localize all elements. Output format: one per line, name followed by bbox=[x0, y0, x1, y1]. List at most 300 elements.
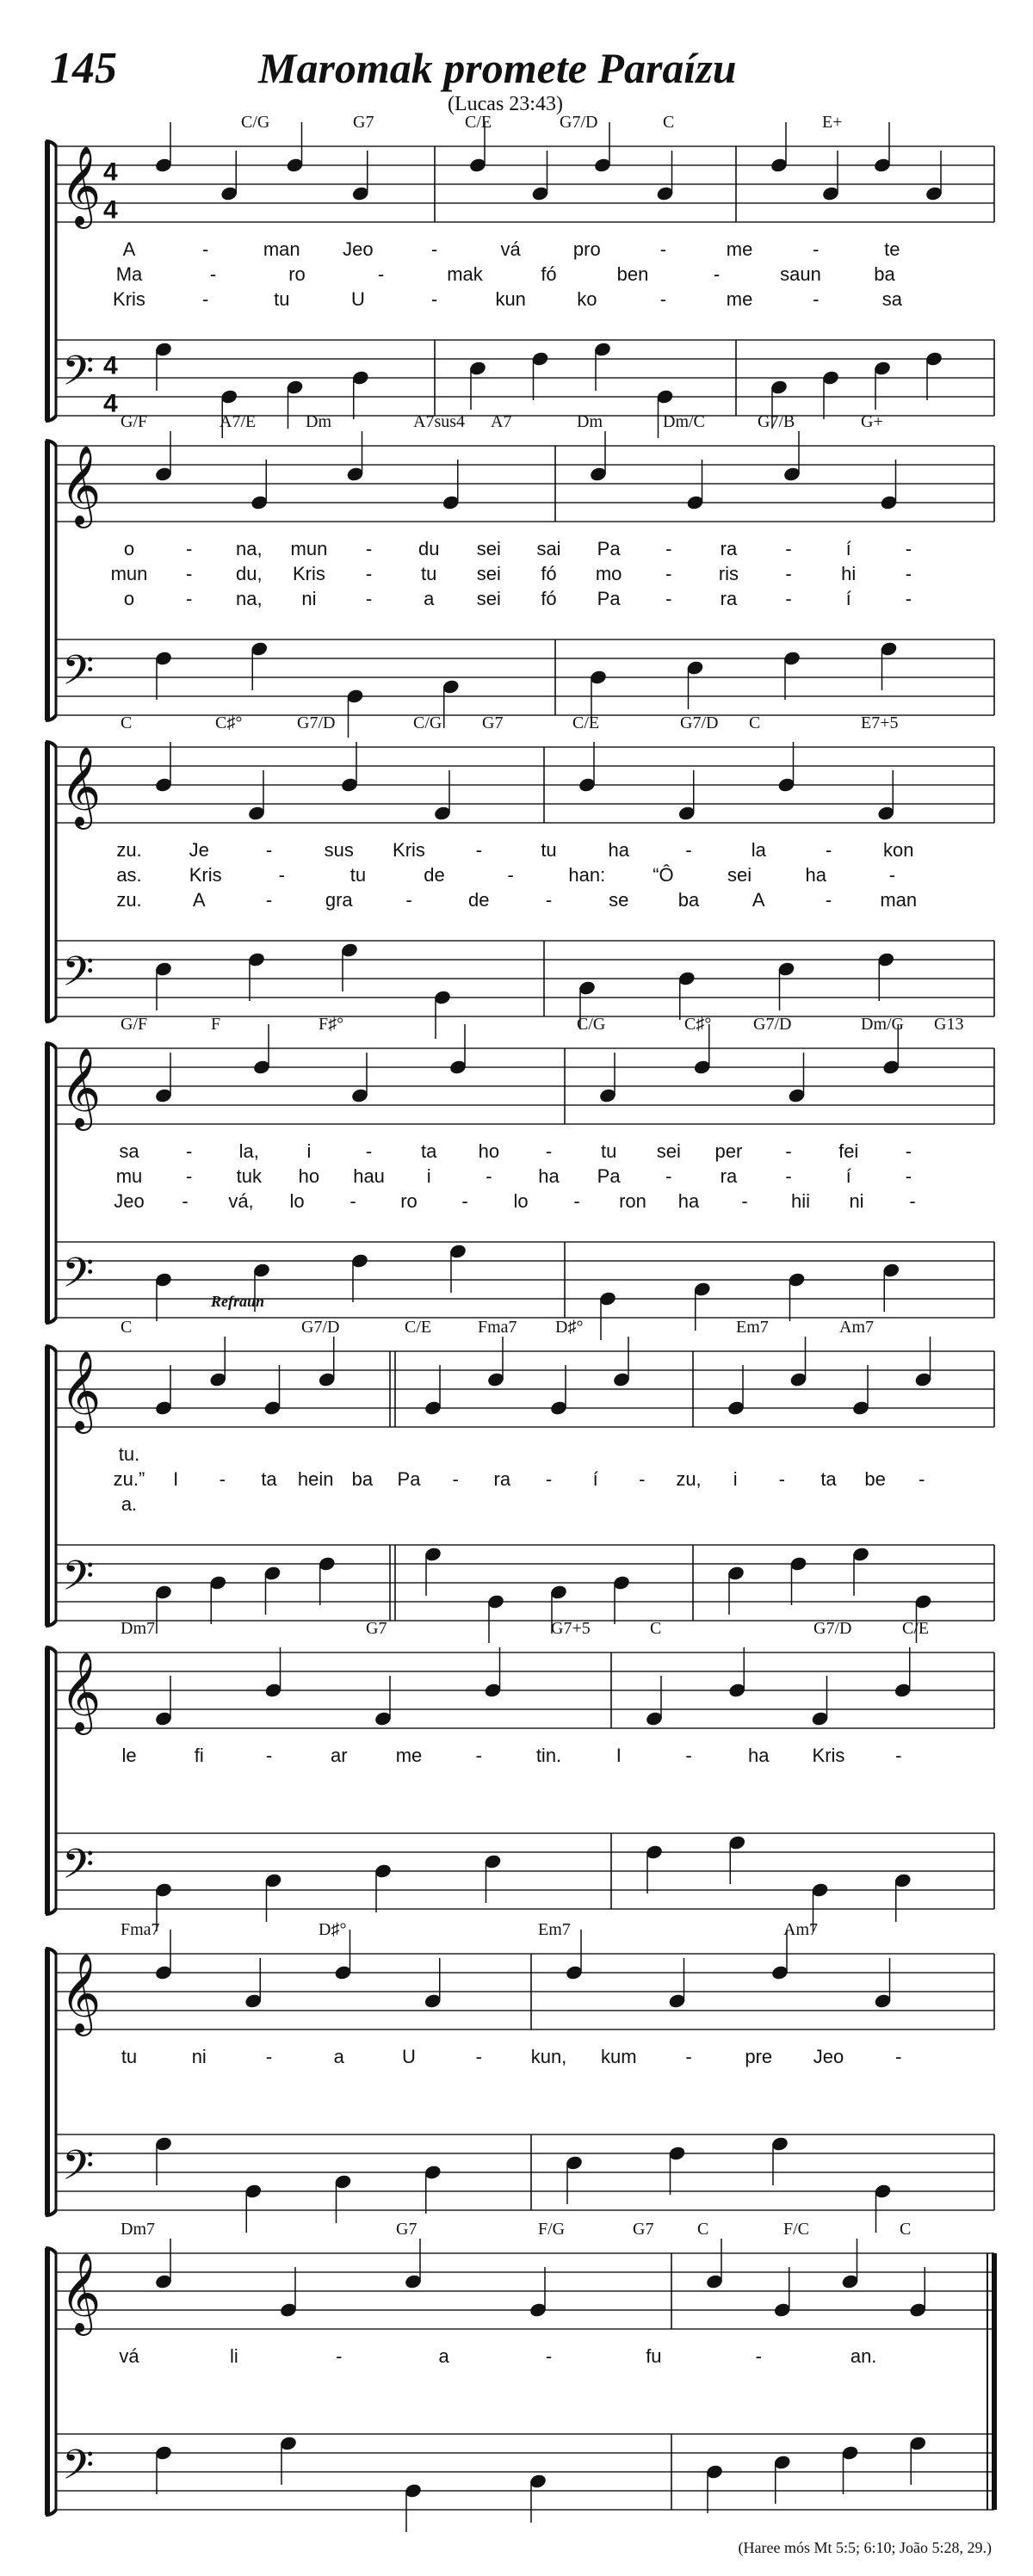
lyric-syllable: í bbox=[592, 1468, 598, 1490]
lyric-syllable: tu bbox=[600, 1140, 617, 1162]
lyric-syllable: Je bbox=[189, 839, 209, 861]
lyric-syllable: han: bbox=[568, 864, 606, 886]
chord-symbol: Dm/C bbox=[663, 412, 705, 431]
chord-symbol: C bbox=[121, 713, 133, 732]
lyric-syllable: pre bbox=[745, 2046, 773, 2067]
lyric-syllable: tu bbox=[421, 563, 437, 584]
lyric-hyphen: - bbox=[785, 563, 792, 584]
chord-symbol: C/G bbox=[413, 713, 442, 732]
lyric-hyphen: - bbox=[545, 2345, 553, 2367]
lyric-syllable: hi bbox=[841, 563, 857, 584]
lyric-syllable: fei bbox=[838, 1140, 859, 1162]
lyric-syllable: A bbox=[192, 889, 206, 911]
lyric-syllable: fi bbox=[194, 1745, 204, 1766]
treble-clef-icon: 𝄞 bbox=[60, 444, 102, 525]
chord-symbol: G7 bbox=[353, 113, 374, 132]
lyric-hyphen: - bbox=[365, 563, 373, 584]
song-number: 145 bbox=[50, 44, 117, 93]
chord-symbol: C♯° bbox=[684, 1015, 712, 1034]
lyric-syllable: í bbox=[845, 1165, 851, 1187]
lyric-syllable: Kris bbox=[292, 563, 325, 584]
lyric-syllable: hii bbox=[790, 1190, 811, 1212]
lyric-hyphen: - bbox=[377, 263, 385, 285]
lyric-syllable: mu bbox=[115, 1165, 143, 1187]
lyric-syllable: tu bbox=[274, 288, 290, 310]
lyric-syllable: ha bbox=[677, 1190, 700, 1212]
lyric-syllable: hau bbox=[353, 1165, 385, 1187]
lyric-syllable: Kris bbox=[113, 288, 145, 310]
lyric-syllable: i bbox=[306, 1140, 312, 1162]
lyric-syllable: ta bbox=[820, 1468, 837, 1490]
chord-symbol: Fma7 bbox=[121, 1920, 160, 1939]
treble-staff bbox=[56, 2253, 994, 2329]
lyric-syllable: zu.” bbox=[113, 1468, 145, 1490]
chord-symbol: E7+5 bbox=[861, 713, 899, 732]
lyric-syllable: ni bbox=[849, 1190, 864, 1212]
lyric-syllable: fó bbox=[541, 588, 557, 609]
lyric-syllable: Pa bbox=[597, 588, 621, 609]
lyric-syllable: tin. bbox=[535, 1745, 562, 1766]
lyric-syllable: du, bbox=[235, 563, 263, 584]
lyric-syllable: an. bbox=[850, 2345, 877, 2367]
bass-staff bbox=[56, 1833, 994, 1909]
treble-clef-icon: 𝄞 bbox=[60, 145, 102, 225]
lyric-syllable: me bbox=[726, 238, 753, 260]
treble-staff bbox=[56, 146, 994, 222]
lyric-syllable: gra bbox=[325, 889, 353, 911]
lyric-syllable: í bbox=[845, 538, 851, 559]
lyric-syllable: Kris bbox=[812, 1745, 845, 1766]
lyric-syllable: be bbox=[864, 1468, 886, 1490]
lyric-hyphen: - bbox=[895, 1745, 902, 1766]
lyric-syllable: mun bbox=[110, 563, 148, 584]
treble-clef-icon: 𝄞 bbox=[60, 1350, 102, 1430]
time-sig-denominator: 4 bbox=[103, 389, 118, 418]
lyric-syllable: sei bbox=[727, 864, 752, 886]
chord-symbol: Am7 bbox=[783, 1920, 818, 1939]
lyric-hyphen: - bbox=[905, 563, 912, 584]
lyric-syllable: ha bbox=[748, 1745, 770, 1766]
lyric-syllable: tu. bbox=[118, 1443, 140, 1465]
bass-clef-icon: 𝄢 bbox=[62, 2140, 95, 2200]
lyric-syllable: kum bbox=[600, 2046, 637, 2067]
scripture-reference: (Lucas 23:43) bbox=[448, 93, 563, 115]
lyric-hyphen: - bbox=[905, 1165, 912, 1187]
lyric-syllable: fu bbox=[646, 2345, 662, 2367]
chord-symbol: G7/D bbox=[297, 713, 336, 732]
lyric-syllable: o bbox=[123, 538, 135, 559]
bass-staff bbox=[56, 340, 994, 416]
lyric-syllable: ta bbox=[261, 1468, 277, 1490]
lyric-syllable: man bbox=[880, 889, 918, 911]
lyric-syllable: ben bbox=[616, 263, 649, 285]
song-title: Maromak promete Paraízu bbox=[258, 44, 737, 92]
lyric-hyphen: - bbox=[665, 538, 672, 559]
lyric-hyphen: - bbox=[278, 864, 285, 886]
lyric-hyphen: - bbox=[201, 238, 209, 260]
lyric-syllable: hein bbox=[297, 1468, 334, 1490]
lyric-syllable: zu. bbox=[116, 839, 142, 861]
treble-staff bbox=[56, 1652, 994, 1728]
lyric-syllable: sei bbox=[476, 588, 501, 609]
lyric-syllable: tu bbox=[541, 839, 557, 861]
lyric-hyphen: - bbox=[349, 1190, 356, 1212]
lyric-syllable: se bbox=[609, 889, 629, 911]
lyric-syllable: pro bbox=[572, 238, 601, 260]
lyric-hyphen: - bbox=[430, 238, 438, 260]
lyric-syllable: Jeo bbox=[343, 238, 374, 260]
chord-symbol: Em7 bbox=[538, 1920, 571, 1939]
lyric-syllable: a. bbox=[121, 1493, 138, 1515]
treble-clef-icon: 𝄞 bbox=[60, 745, 102, 826]
chord-symbol: D♯° bbox=[319, 1920, 347, 1939]
lyric-syllable: ron bbox=[619, 1190, 646, 1212]
lyric-syllable: zu, bbox=[676, 1468, 702, 1490]
lyric-syllable: Pa bbox=[597, 538, 621, 559]
bass-clef-icon: 𝄢 bbox=[62, 1248, 95, 1307]
lyric-syllable: de bbox=[424, 864, 445, 886]
chord-symbol: G13 bbox=[934, 1015, 964, 1034]
lyric-syllable: Ma bbox=[115, 263, 143, 285]
lyric-hyphen: - bbox=[219, 1468, 226, 1490]
lyric-syllable: ha bbox=[608, 839, 629, 861]
lyric-hyphen: - bbox=[639, 1468, 646, 1490]
lyric-hyphen: - bbox=[813, 288, 820, 310]
lyric-syllable: ba bbox=[874, 263, 895, 285]
lyric-syllable: te bbox=[884, 238, 900, 260]
treble-staff bbox=[56, 446, 994, 522]
lyric-hyphen: - bbox=[475, 2046, 482, 2067]
lyric-syllable: I bbox=[615, 1745, 622, 1766]
lyric-syllable: fó bbox=[541, 563, 557, 584]
lyric-syllable: Pa bbox=[597, 1165, 621, 1187]
lyric-hyphen: - bbox=[895, 2046, 902, 2067]
lyric-syllable: kun, bbox=[530, 2046, 567, 2067]
chord-symbol: G7/B bbox=[758, 412, 795, 431]
lyric-syllable: tu bbox=[121, 2046, 138, 2067]
lyric-hyphen: - bbox=[365, 1140, 373, 1162]
lyric-syllable: ho bbox=[478, 1140, 500, 1162]
chord-symbol: G/F bbox=[121, 1015, 148, 1034]
lyric-syllable: ar bbox=[330, 1745, 348, 1766]
chord-symbol: C/E bbox=[902, 1619, 930, 1638]
chord-symbol: C bbox=[900, 2220, 912, 2239]
chord-symbol: G7/D bbox=[560, 113, 598, 132]
lyric-hyphen: - bbox=[685, 839, 692, 861]
chord-symbol: C bbox=[749, 713, 761, 732]
lyric-syllable: ra bbox=[720, 588, 738, 609]
lyric-hyphen: - bbox=[905, 538, 912, 559]
lyric-syllable: o bbox=[123, 588, 135, 609]
lyric-syllable: ra bbox=[493, 1468, 511, 1490]
lyric-syllable: mun bbox=[290, 538, 328, 559]
lyric-syllable: ba bbox=[677, 889, 700, 911]
chord-symbol: G7/D bbox=[680, 713, 719, 732]
bass-staff bbox=[56, 639, 994, 715]
lyric-syllable: ni bbox=[191, 2046, 207, 2067]
lyric-syllable: saun bbox=[780, 263, 821, 285]
lyric-syllable: sei bbox=[476, 563, 501, 584]
lyric-syllable: “Ô bbox=[653, 864, 674, 886]
lyric-hyphen: - bbox=[659, 238, 667, 260]
chord-symbol: F/G bbox=[538, 2220, 566, 2239]
lyric-hyphen: - bbox=[475, 1745, 482, 1766]
lyric-syllable: du bbox=[418, 538, 440, 559]
lyric-hyphen: - bbox=[185, 1140, 193, 1162]
chord-symbol: G+ bbox=[861, 412, 883, 431]
lyric-syllable: Kris bbox=[189, 864, 222, 886]
lyric-hyphen: - bbox=[685, 1745, 692, 1766]
lyric-hyphen: - bbox=[336, 2345, 343, 2367]
chord-symbol: A7sus4 bbox=[413, 412, 466, 431]
chord-symbol: C bbox=[697, 2220, 709, 2239]
lyric-syllable: le bbox=[121, 1745, 137, 1766]
bass-clef-icon: 𝄢 bbox=[62, 1839, 95, 1899]
lyric-syllable: A bbox=[752, 889, 765, 911]
time-sig-numerator: 4 bbox=[103, 351, 118, 380]
chord-symbol: C/G bbox=[577, 1015, 606, 1034]
lyric-hyphen: - bbox=[430, 288, 438, 310]
bass-clef-icon: 𝄢 bbox=[62, 646, 95, 705]
footer-references: (Haree mós Mt 5:5; 6:10; João 5:28, 29.) bbox=[738, 2539, 992, 2556]
chord-symbol: Fma7 bbox=[478, 1318, 517, 1337]
lyric-syllable: ni bbox=[301, 588, 317, 609]
lyric-syllable: Jeo bbox=[114, 1190, 145, 1212]
chord-symbol: G7/D bbox=[813, 1619, 852, 1638]
lyric-syllable: a bbox=[424, 588, 435, 609]
lyric-syllable: ra bbox=[720, 538, 738, 559]
chord-symbol: Dm/G bbox=[861, 1015, 904, 1034]
lyric-hyphen: - bbox=[659, 288, 667, 310]
chord-symbol: C/G bbox=[241, 113, 270, 132]
treble-staff bbox=[56, 1954, 994, 2029]
treble-clef-icon: 𝄞 bbox=[60, 2252, 102, 2332]
lyric-hyphen: - bbox=[265, 889, 273, 911]
bass-clef-icon: 𝄢 bbox=[62, 947, 95, 1006]
lyric-syllable: U bbox=[402, 2046, 416, 2067]
lyric-hyphen: - bbox=[665, 588, 672, 609]
lyric-syllable: na, bbox=[235, 538, 263, 559]
lyric-hyphen: - bbox=[665, 1165, 672, 1187]
lyric-syllable: lo bbox=[513, 1190, 529, 1212]
chord-symbol: C/E bbox=[572, 713, 600, 732]
bass-clef-icon: 𝄢 bbox=[62, 1551, 95, 1610]
time-sig-denominator: 4 bbox=[103, 195, 118, 225]
lyric-hyphen: - bbox=[545, 1140, 553, 1162]
lyric-syllable: U bbox=[350, 288, 365, 310]
treble-staff bbox=[56, 1048, 994, 1124]
bass-staff bbox=[56, 2134, 994, 2210]
chord-symbol: G7 bbox=[482, 713, 504, 732]
lyric-syllable: I bbox=[173, 1468, 179, 1490]
lyric-syllable: sai bbox=[536, 538, 561, 559]
lyric-hyphen: - bbox=[905, 1140, 912, 1162]
lyric-syllable: í bbox=[845, 588, 851, 609]
lyric-hyphen: - bbox=[919, 1468, 925, 1490]
lyric-syllable: ro bbox=[400, 1190, 418, 1212]
lyric-syllable: ris bbox=[718, 563, 739, 584]
treble-clef-icon: 𝄞 bbox=[60, 1651, 102, 1732]
lyric-syllable: ho bbox=[298, 1165, 320, 1187]
lyric-hyphen: - bbox=[713, 263, 721, 285]
chord-symbol: Am7 bbox=[839, 1318, 874, 1337]
lyric-hyphen: - bbox=[507, 864, 514, 886]
lyric-hyphen: - bbox=[452, 1468, 459, 1490]
treble-staff bbox=[56, 747, 994, 823]
lyric-hyphen: - bbox=[545, 1468, 553, 1490]
lyric-syllable: a bbox=[438, 2345, 449, 2367]
lyric-syllable: mo bbox=[595, 563, 622, 584]
treble-clef-icon: 𝄞 bbox=[60, 1047, 102, 1127]
lyric-hyphen: - bbox=[182, 1190, 189, 1212]
lyric-hyphen: - bbox=[365, 538, 373, 559]
chord-symbol: F bbox=[211, 1015, 221, 1034]
chord-symbol: G7 bbox=[633, 2220, 654, 2239]
lyric-syllable: a bbox=[333, 2046, 344, 2067]
lyric-hyphen: - bbox=[825, 889, 832, 911]
lyric-syllable: ra bbox=[720, 1165, 738, 1187]
lyric-hyphen: - bbox=[486, 1165, 492, 1187]
lyric-hyphen: - bbox=[265, 2046, 273, 2067]
chord-symbol: G7/D bbox=[753, 1015, 792, 1034]
lyric-syllable: kon bbox=[883, 839, 914, 861]
lyric-hyphen: - bbox=[813, 238, 820, 260]
chord-symbol: A7/E bbox=[220, 412, 257, 431]
chord-symbol: C bbox=[650, 1619, 662, 1638]
lyric-syllable: man bbox=[263, 238, 300, 260]
lyric-hyphen: - bbox=[265, 1745, 273, 1766]
treble-staff bbox=[56, 1351, 994, 1427]
chord-symbol: F♯° bbox=[319, 1015, 344, 1034]
refrain-label: Refraun bbox=[211, 1293, 265, 1310]
lyric-syllable: Kris bbox=[393, 839, 425, 861]
lyric-syllable: kun bbox=[495, 288, 526, 310]
lyric-syllable: per bbox=[714, 1140, 743, 1162]
lyric-syllable: na, bbox=[235, 588, 263, 609]
time-sig-numerator: 4 bbox=[103, 158, 118, 187]
lyric-hyphen: - bbox=[909, 1190, 916, 1212]
lyric-syllable: de bbox=[468, 889, 490, 911]
chord-symbol: A7 bbox=[491, 412, 512, 431]
bass-clef-icon: 𝄢 bbox=[62, 2440, 95, 2499]
lyric-syllable: ba bbox=[351, 1468, 374, 1490]
lyric-syllable: Pa bbox=[397, 1468, 421, 1490]
lyric-syllable: ro bbox=[288, 263, 306, 285]
lyric-syllable: ta bbox=[421, 1140, 437, 1162]
chord-symbol: G7+5 bbox=[551, 1619, 591, 1638]
lyric-syllable: i bbox=[426, 1165, 431, 1187]
lyric-hyphen: - bbox=[365, 588, 373, 609]
bass-staff bbox=[56, 941, 994, 1016]
lyric-hyphen: - bbox=[741, 1190, 748, 1212]
chord-symbol: G7/D bbox=[301, 1318, 340, 1337]
lyric-syllable: A bbox=[122, 238, 136, 260]
bass-staff bbox=[56, 2434, 994, 2510]
lyric-syllable: tuk bbox=[236, 1165, 262, 1187]
bass-staff bbox=[56, 1242, 994, 1318]
lyric-hyphen: - bbox=[185, 1165, 193, 1187]
chord-symbol: Dm7 bbox=[121, 1619, 155, 1638]
lyric-syllable: Jeo bbox=[813, 2046, 844, 2067]
lyric-syllable: me bbox=[395, 1745, 423, 1766]
lyric-hyphen: - bbox=[888, 864, 896, 886]
lyric-hyphen: - bbox=[665, 563, 672, 584]
lyric-syllable: mak bbox=[447, 263, 483, 285]
lyric-syllable: fó bbox=[541, 263, 557, 285]
lyric-hyphen: - bbox=[209, 263, 217, 285]
lyric-syllable: li bbox=[229, 2345, 238, 2367]
chord-symbol: D♯° bbox=[555, 1318, 584, 1337]
chord-symbol: G/F bbox=[121, 412, 148, 431]
lyric-hyphen: - bbox=[545, 889, 553, 911]
lyric-hyphen: - bbox=[755, 2345, 762, 2367]
lyric-syllable: sus bbox=[324, 839, 354, 861]
lyric-syllable: i bbox=[733, 1468, 738, 1490]
lyric-hyphen: - bbox=[475, 839, 482, 861]
lyric-hyphen: - bbox=[185, 563, 193, 584]
lyric-hyphen: - bbox=[785, 588, 792, 609]
lyric-syllable: la bbox=[751, 839, 766, 861]
lyric-hyphen: - bbox=[201, 288, 209, 310]
lyric-syllable: lo bbox=[289, 1190, 305, 1212]
chord-symbol: C/E bbox=[405, 1318, 432, 1337]
lyric-hyphen: - bbox=[573, 1190, 580, 1212]
chord-symbol: C♯° bbox=[215, 713, 243, 732]
lyric-syllable: ko bbox=[577, 288, 597, 310]
lyric-syllable: zu. bbox=[116, 889, 142, 911]
chord-symbol: C bbox=[121, 1318, 133, 1337]
chord-symbol: C bbox=[663, 113, 675, 132]
lyric-syllable: tu bbox=[349, 864, 367, 886]
lyric-syllable: sei bbox=[476, 538, 501, 559]
chord-symbol: Dm bbox=[306, 412, 331, 431]
chord-symbol: G7 bbox=[396, 2220, 418, 2239]
lyric-syllable: vá, bbox=[228, 1190, 254, 1212]
lyric-syllable: vá bbox=[119, 2345, 139, 2367]
chord-symbol: E+ bbox=[822, 113, 843, 132]
lyric-hyphen: - bbox=[405, 889, 412, 911]
lyric-hyphen: - bbox=[185, 538, 193, 559]
lyric-hyphen: - bbox=[785, 1165, 792, 1187]
chord-symbol: C/E bbox=[465, 113, 492, 132]
lyric-hyphen: - bbox=[785, 538, 792, 559]
lyric-hyphen: - bbox=[825, 839, 832, 861]
chord-symbol: Dm7 bbox=[121, 2220, 155, 2239]
chord-symbol: Em7 bbox=[736, 1318, 769, 1337]
lyric-syllable: ha bbox=[805, 864, 826, 886]
bass-clef-icon: 𝄢 bbox=[62, 346, 95, 405]
chord-symbol: G7 bbox=[366, 1619, 387, 1638]
lyric-syllable: la, bbox=[238, 1140, 259, 1162]
chord-symbol: F/C bbox=[783, 2220, 810, 2239]
chord-symbol: Dm bbox=[577, 412, 603, 431]
lyric-syllable: sei bbox=[656, 1140, 681, 1162]
lyric-hyphen: - bbox=[185, 588, 193, 609]
lyric-hyphen: - bbox=[778, 1468, 785, 1490]
lyric-hyphen: - bbox=[785, 1140, 792, 1162]
lyric-hyphen: - bbox=[461, 1190, 468, 1212]
lyric-hyphen: - bbox=[265, 839, 273, 861]
lyric-syllable: me bbox=[726, 288, 753, 310]
lyric-hyphen: - bbox=[685, 2046, 692, 2067]
lyric-hyphen: - bbox=[905, 588, 912, 609]
lyric-syllable: sa bbox=[119, 1140, 139, 1162]
treble-clef-icon: 𝄞 bbox=[60, 1952, 102, 2033]
lyric-syllable: as. bbox=[116, 864, 142, 886]
lyric-syllable: ha bbox=[538, 1165, 560, 1187]
lyric-syllable: sa bbox=[881, 288, 902, 310]
lyric-syllable: vá bbox=[500, 238, 521, 260]
